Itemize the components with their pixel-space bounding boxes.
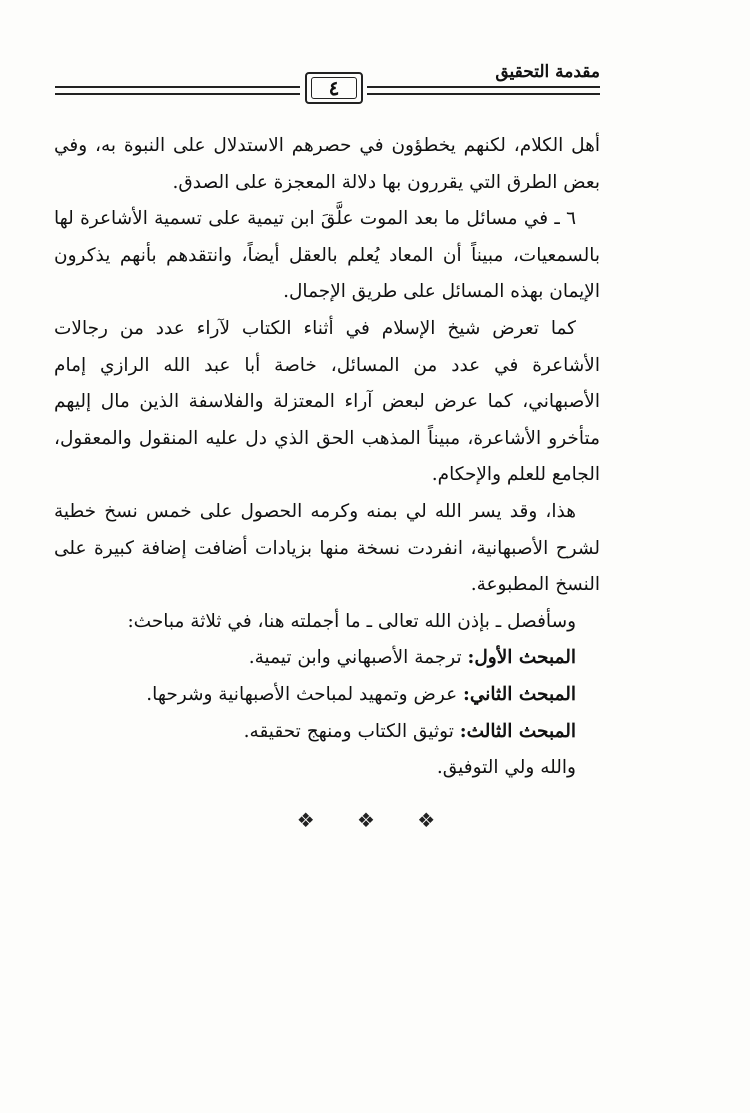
topic-label: المبحث الثالث: xyxy=(459,720,576,742)
topic-text: توثيق الكتاب ومنهج تحقيقه. xyxy=(243,720,454,742)
topic-item xyxy=(54,714,600,751)
topic-item xyxy=(54,640,600,677)
paragraph: كما تعرض شيخ الإسلام في أثناء الكتاب لآراء عدد من رجالات الأشاعرة في عدد من المسائل، خاصة أبا عبد الله الرازي إمام الأصبهاني، كما عرض لبعض آراء المعتزلة والفلاسفة الذين مال إليهم متأخرو الأشاعرة، مبيناً المذهب الحق الذي دل عليه المنقول والمعقول، الجامع للعلم والإحكام. xyxy=(54,317,600,486)
page-number-box xyxy=(305,72,363,104)
topic-text: ترجمة الأصبهاني وابن تيمية. xyxy=(248,647,462,669)
section-title: مقدمة التحقيق xyxy=(495,62,600,82)
header-rule xyxy=(55,93,300,95)
topic-text: عرض وتمهيد لمباحث الأصبهانية وشرحها. xyxy=(146,683,458,705)
topic-label: المبحث الأول: xyxy=(467,647,576,669)
page-body xyxy=(54,128,600,787)
page-header xyxy=(55,62,600,108)
paragraph: وسأفصل ـ بإذن الله تعالى ـ ما أجملته هنا، في ثلاثة مباحث: xyxy=(127,610,576,632)
page-number: ٤ xyxy=(328,76,340,100)
header-rule xyxy=(367,93,600,95)
section-end-ornament: ❖ ❖ ❖ xyxy=(296,808,454,832)
paragraph: ٦ ـ في مسائل ما بعد الموت علَّقَ ابن تيمية على تسمية الأشاعرة لها بالسمعيات، مبيناً أن المعاد يُعلم بالعقل أيضاً، وانتقدهم بأنهم يذكرون الإيمان بهذه المسائل على طريق الإجمال. xyxy=(54,208,600,303)
topic-label: المبحث الثاني: xyxy=(463,683,576,705)
header-rule xyxy=(367,86,600,88)
paragraph: أهل الكلام، لكنهم يخطؤون في حصرهم الاستدلال على النبوة به، وفي بعض الطرق التي يقررون بها دلالة المعجزة على الصدق. xyxy=(54,135,600,193)
topic-item xyxy=(54,677,600,714)
paragraph: هذا، وقد يسر الله لي بمنه وكرمه الحصول على خمس نسخ خطية لشرح الأصبهانية، انفردت نسخة منها بزيادات أضافت إضافة كبيرة على النسخ المطبوعة. xyxy=(54,500,600,596)
header-rule xyxy=(55,86,300,88)
closing-line: والله ولي التوفيق. xyxy=(436,757,576,779)
